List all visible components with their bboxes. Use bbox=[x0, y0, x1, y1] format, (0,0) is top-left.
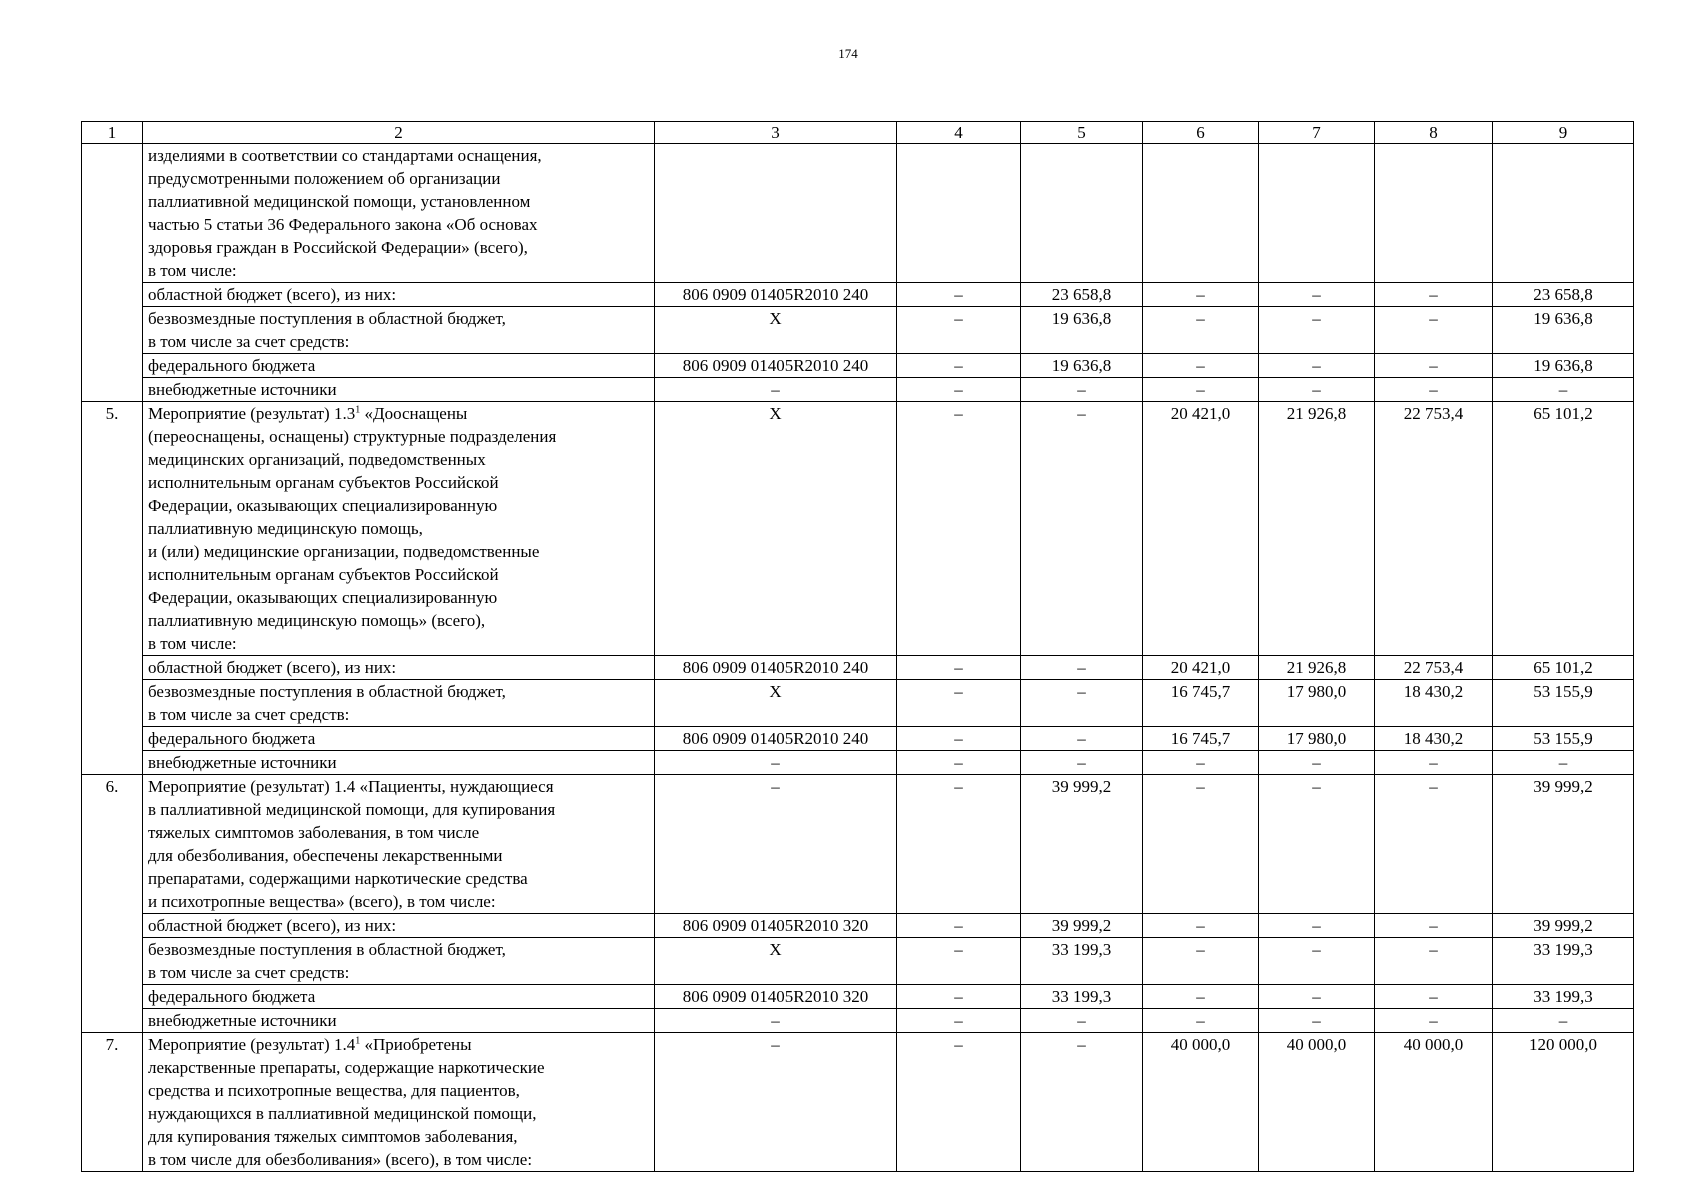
amount-cell: 33 199,3 bbox=[1493, 985, 1634, 1009]
description-cell: Мероприятие (результат) 1.4 «Пациенты, нуждающиеся в паллиативной медицинской помощи, для купирования тяжелых симптомов заболевания, в том числе для обезболивания, обеспечены лекарственными препаратами, содержащими наркотические средства и психотропные вещества» (всего), в том числе: bbox=[143, 775, 655, 914]
amount-cell: 19 636,8 bbox=[1021, 354, 1143, 378]
amount-cell: – bbox=[1143, 914, 1259, 938]
amount-cell: – bbox=[897, 307, 1021, 354]
column-number-cell: 9 bbox=[1493, 122, 1634, 144]
amount-cell: – bbox=[1021, 1033, 1143, 1172]
description-cell bbox=[143, 1033, 655, 1172]
amount-cell: – bbox=[897, 1033, 1021, 1172]
budget-code-cell: Х bbox=[655, 307, 897, 354]
amount-cell: – bbox=[1375, 751, 1493, 775]
amount-cell: 20 421,0 bbox=[1143, 656, 1259, 680]
amount-cell: – bbox=[1375, 1009, 1493, 1033]
budget-code-cell: 806 0909 01405R2010 240 bbox=[655, 727, 897, 751]
item-number-cell: 6. bbox=[82, 775, 143, 1033]
amount-cell: – bbox=[897, 283, 1021, 307]
amount-cell: – bbox=[897, 354, 1021, 378]
amount-cell: 18 430,2 bbox=[1375, 727, 1493, 751]
amount-cell: – bbox=[897, 914, 1021, 938]
column-number-cell: 1 bbox=[82, 122, 143, 144]
amount-cell: 19 636,8 bbox=[1021, 307, 1143, 354]
amount-cell bbox=[1493, 144, 1634, 283]
amount-cell: – bbox=[1375, 307, 1493, 354]
amount-cell: – bbox=[897, 985, 1021, 1009]
item-number-cell: 5. bbox=[82, 402, 143, 775]
table-row bbox=[82, 656, 1634, 680]
table-row bbox=[82, 680, 1634, 727]
page-number: 174 bbox=[838, 46, 858, 61]
budget-code-cell: 806 0909 01405R2010 320 bbox=[655, 985, 897, 1009]
amount-cell: 39 999,2 bbox=[1493, 775, 1634, 914]
amount-cell: 39 999,2 bbox=[1021, 914, 1143, 938]
amount-cell: 16 745,7 bbox=[1143, 680, 1259, 727]
amount-cell: – bbox=[897, 1009, 1021, 1033]
amount-cell: – bbox=[1259, 775, 1375, 914]
budget-table bbox=[81, 121, 1634, 1172]
amount-cell: – bbox=[1143, 1009, 1259, 1033]
amount-cell: 23 658,8 bbox=[1493, 283, 1634, 307]
description-cell bbox=[143, 402, 655, 656]
amount-cell: 20 421,0 bbox=[1143, 402, 1259, 656]
amount-cell: – bbox=[1143, 283, 1259, 307]
amount-cell: – bbox=[1021, 727, 1143, 751]
amount-cell bbox=[897, 144, 1021, 283]
table-row bbox=[82, 938, 1634, 985]
table-row bbox=[82, 354, 1634, 378]
table-row bbox=[82, 1033, 1634, 1172]
description-cell: безвозмездные поступления в областной бюджет, в том числе за счет средств: bbox=[143, 938, 655, 985]
budget-code-cell: Х bbox=[655, 402, 897, 656]
table-row bbox=[82, 402, 1634, 656]
amount-cell: 19 636,8 bbox=[1493, 354, 1634, 378]
budget-code-cell: Х bbox=[655, 938, 897, 985]
amount-cell: 17 980,0 bbox=[1259, 727, 1375, 751]
description-cell: безвозмездные поступления в областной бюджет, в том числе за счет средств: bbox=[143, 307, 655, 354]
column-number-cell: 2 bbox=[143, 122, 655, 144]
amount-cell: 21 926,8 bbox=[1259, 402, 1375, 656]
amount-cell: 33 199,3 bbox=[1021, 938, 1143, 985]
amount-cell: – bbox=[1259, 751, 1375, 775]
amount-cell: – bbox=[1259, 938, 1375, 985]
amount-cell: – bbox=[1259, 378, 1375, 402]
amount-cell: – bbox=[1259, 914, 1375, 938]
amount-cell: 33 199,3 bbox=[1021, 985, 1143, 1009]
amount-cell: – bbox=[1143, 307, 1259, 354]
description-text: Мероприятие (результат) 1.4 bbox=[148, 1035, 356, 1054]
column-number-cell: 5 bbox=[1021, 122, 1143, 144]
amount-cell: 16 745,7 bbox=[1143, 727, 1259, 751]
amount-cell: 17 980,0 bbox=[1259, 680, 1375, 727]
table-row bbox=[82, 751, 1634, 775]
footnote-mark: 1 bbox=[355, 404, 361, 416]
description-cell: федерального бюджета bbox=[143, 985, 655, 1009]
amount-cell: 23 658,8 bbox=[1021, 283, 1143, 307]
column-number-row bbox=[82, 122, 1634, 144]
amount-cell: – bbox=[1375, 378, 1493, 402]
column-number-cell: 3 bbox=[655, 122, 897, 144]
budget-code-cell: 806 0909 01405R2010 240 bbox=[655, 656, 897, 680]
amount-cell: – bbox=[897, 378, 1021, 402]
amount-cell: 40 000,0 bbox=[1259, 1033, 1375, 1172]
amount-cell: – bbox=[1143, 354, 1259, 378]
description-cell: федерального бюджета bbox=[143, 727, 655, 751]
amount-cell: – bbox=[897, 656, 1021, 680]
amount-cell: – bbox=[1375, 938, 1493, 985]
budget-code-cell: 806 0909 01405R2010 240 bbox=[655, 283, 897, 307]
description-cell: изделиями в соответствии со стандартами оснащения, предусмотренными положением об организации паллиативной медицинской помощи, установленном частью 5 статьи 36 Федерального закона «Об основах здоровья граждан в Российской Федерации» (всего), в том числе: bbox=[143, 144, 655, 283]
description-cell: областной бюджет (всего), из них: bbox=[143, 283, 655, 307]
column-number-cell: 8 bbox=[1375, 122, 1493, 144]
amount-cell: – bbox=[897, 727, 1021, 751]
column-number-cell: 4 bbox=[897, 122, 1021, 144]
amount-cell: – bbox=[1375, 775, 1493, 914]
description-text-continued: «Приобретены лекарственные препараты, содержащие наркотические средства и психотропные вещества, для пациентов, нуждающихся в паллиативной медицинской помощи, для купирования тяжелых симптомов заболевания, в том числе для обезболивания» (всего), в том числе: bbox=[148, 1035, 545, 1169]
table-row bbox=[82, 727, 1634, 751]
budget-code-cell: – bbox=[655, 1009, 897, 1033]
budget-code-cell: Х bbox=[655, 680, 897, 727]
table-row bbox=[82, 914, 1634, 938]
table-row bbox=[82, 378, 1634, 402]
table-row bbox=[82, 307, 1634, 354]
table-row bbox=[82, 144, 1634, 283]
table-row bbox=[82, 985, 1634, 1009]
amount-cell bbox=[1259, 144, 1375, 283]
amount-cell: 53 155,9 bbox=[1493, 680, 1634, 727]
amount-cell: – bbox=[897, 680, 1021, 727]
column-number-cell: 6 bbox=[1143, 122, 1259, 144]
budget-code-cell: 806 0909 01405R2010 320 bbox=[655, 914, 897, 938]
amount-cell: 65 101,2 bbox=[1493, 402, 1634, 656]
item-number-cell bbox=[82, 144, 143, 402]
amount-cell: – bbox=[1021, 656, 1143, 680]
amount-cell: 39 999,2 bbox=[1493, 914, 1634, 938]
amount-cell: 22 753,4 bbox=[1375, 402, 1493, 656]
table-row bbox=[82, 283, 1634, 307]
amount-cell: 65 101,2 bbox=[1493, 656, 1634, 680]
amount-cell bbox=[1143, 144, 1259, 283]
budget-code-cell: – bbox=[655, 751, 897, 775]
amount-cell: – bbox=[1143, 751, 1259, 775]
description-cell: федерального бюджета bbox=[143, 354, 655, 378]
description-cell: внебюджетные источники bbox=[143, 751, 655, 775]
amount-cell: 40 000,0 bbox=[1143, 1033, 1259, 1172]
table-row bbox=[82, 775, 1634, 914]
amount-cell: 53 155,9 bbox=[1493, 727, 1634, 751]
amount-cell: – bbox=[1493, 1009, 1634, 1033]
amount-cell: – bbox=[1375, 985, 1493, 1009]
amount-cell: – bbox=[1375, 914, 1493, 938]
amount-cell: – bbox=[1259, 985, 1375, 1009]
amount-cell: 22 753,4 bbox=[1375, 656, 1493, 680]
amount-cell: – bbox=[897, 402, 1021, 656]
amount-cell: 21 926,8 bbox=[1259, 656, 1375, 680]
amount-cell bbox=[1021, 144, 1143, 283]
amount-cell: – bbox=[1021, 1009, 1143, 1033]
amount-cell: – bbox=[1375, 283, 1493, 307]
description-text-continued: «Дооснащены (переоснащены, оснащены) структурные подразделения медицинских организаций, подведомственных исполнительным органам субъектов Российской Федерации, оказывающих специализированную паллиативную медицинскую помощь, и (или) медицинские организации, подведомственные исполнительным органам субъектов Российской Федерации, оказывающих специализированную паллиативную медицинскую помощь» (всего), в том числе: bbox=[148, 404, 557, 653]
budget-code-cell: – bbox=[655, 775, 897, 914]
amount-cell: – bbox=[897, 775, 1021, 914]
amount-cell: – bbox=[1143, 775, 1259, 914]
description-cell: областной бюджет (всего), из них: bbox=[143, 914, 655, 938]
amount-cell: – bbox=[1259, 307, 1375, 354]
table-row bbox=[82, 1009, 1634, 1033]
amount-cell: – bbox=[1021, 402, 1143, 656]
amount-cell: – bbox=[1375, 354, 1493, 378]
amount-cell: 39 999,2 bbox=[1021, 775, 1143, 914]
amount-cell: 33 199,3 bbox=[1493, 938, 1634, 985]
budget-code-cell: 806 0909 01405R2010 240 bbox=[655, 354, 897, 378]
description-text: Мероприятие (результат) 1.3 bbox=[148, 404, 356, 423]
amount-cell: 18 430,2 bbox=[1375, 680, 1493, 727]
budget-code-cell: – bbox=[655, 1033, 897, 1172]
amount-cell: – bbox=[1143, 985, 1259, 1009]
amount-cell: – bbox=[1259, 283, 1375, 307]
amount-cell: – bbox=[1021, 680, 1143, 727]
amount-cell: – bbox=[1259, 1009, 1375, 1033]
description-cell: внебюджетные источники bbox=[143, 378, 655, 402]
amount-cell: 40 000,0 bbox=[1375, 1033, 1493, 1172]
amount-cell: – bbox=[1493, 378, 1634, 402]
amount-cell: – bbox=[1021, 751, 1143, 775]
amount-cell: – bbox=[1143, 938, 1259, 985]
description-cell: внебюджетные источники bbox=[143, 1009, 655, 1033]
amount-cell: – bbox=[1021, 378, 1143, 402]
amount-cell: – bbox=[1493, 751, 1634, 775]
amount-cell: 19 636,8 bbox=[1493, 307, 1634, 354]
budget-code-cell: – bbox=[655, 378, 897, 402]
description-cell: безвозмездные поступления в областной бюджет, в том числе за счет средств: bbox=[143, 680, 655, 727]
amount-cell: – bbox=[897, 938, 1021, 985]
amount-cell bbox=[1375, 144, 1493, 283]
description-cell: областной бюджет (всего), из них: bbox=[143, 656, 655, 680]
item-number-cell: 7. bbox=[82, 1033, 143, 1172]
column-number-cell: 7 bbox=[1259, 122, 1375, 144]
amount-cell: – bbox=[897, 751, 1021, 775]
footnote-mark: 1 bbox=[355, 1035, 361, 1047]
amount-cell: – bbox=[1259, 354, 1375, 378]
amount-cell: – bbox=[1143, 378, 1259, 402]
amount-cell: 120 000,0 bbox=[1493, 1033, 1634, 1172]
budget-code-cell bbox=[655, 144, 897, 283]
